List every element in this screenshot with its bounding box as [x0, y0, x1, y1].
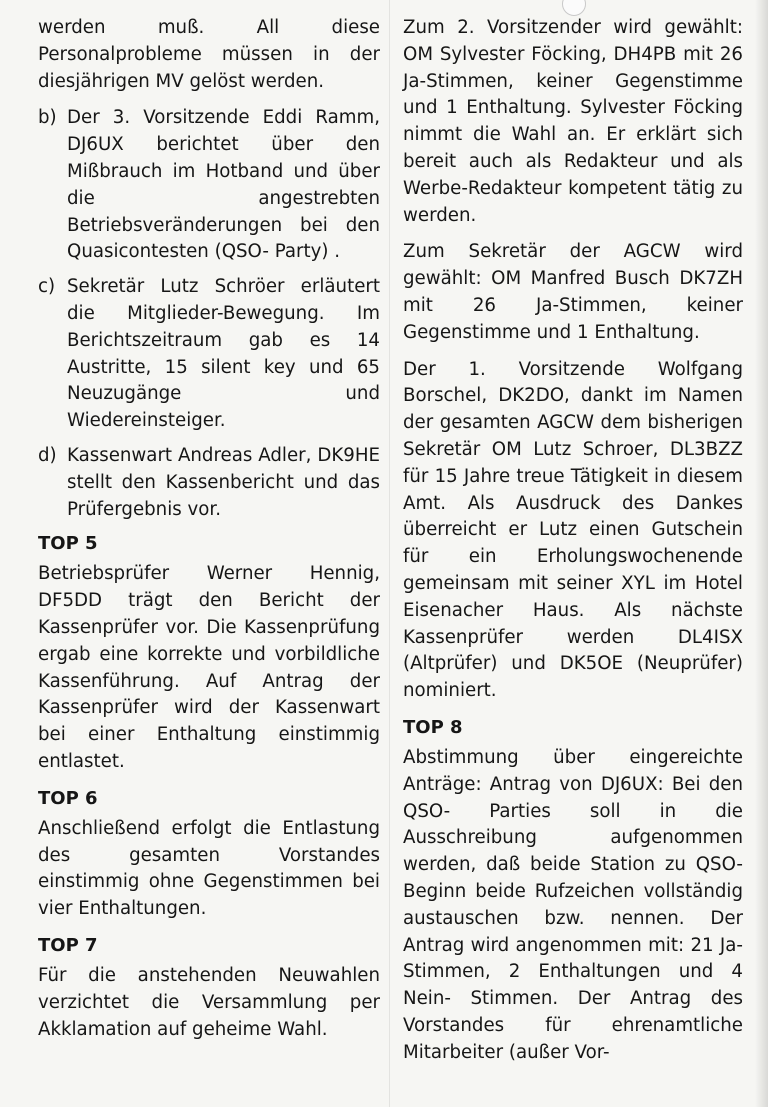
page-edge-shadow	[755, 0, 768, 1107]
list-item-text: Der 3. Vorsitzende Eddi Ramm, DJ6UX berichtet über den Mißbrauch im Hotband und über die angestrebten Betriebsveränderungen bei den Quasicontesten (QSO- Party) .	[67, 107, 380, 263]
list-marker: d)	[38, 444, 57, 466]
punch-hole-mark	[562, 0, 586, 16]
top5-paragraph: Betriebsprüfer Werner Hennig, DF5DD trägt den Bericht der Kassenprüfer vor. Die Kassenprüfung ergab eine korrekte und vorbildliche Kassenführung. Auf Antrag der Kassenprüfer wird der Kassenwart bei einer Enthaltung einstimmig entlastet.	[38, 563, 380, 772]
top6-paragraph: Anschließend erfolgt die Entlastung des gesamten Vorstandes einstimmig ohne Gegenstimmen bei vier Enthaltungen.	[38, 817, 380, 920]
column-divider	[389, 0, 390, 1107]
election-secretary-paragraph: Zum Sekretär der AGCW wird gewählt: OM Manfred Busch DK7ZH mit 26 Ja-Stimmen, keiner Gegenstimme und 1 Enthaltung.	[403, 241, 743, 343]
list-item-c	[38, 274, 380, 435]
list-marker: c)	[38, 276, 56, 298]
list-marker: b)	[38, 107, 57, 129]
top7-heading: TOP 7	[38, 934, 98, 956]
top8-heading: TOP 8	[403, 716, 463, 738]
election-second-chair-paragraph: Zum 2. Vorsitzender wird gewählt: OM Sylvester Föcking, DH4PB mit 26 Ja-Stimmen, keiner Gegenstimme und 1 Enthaltung. Sylvester Föcking nimmt die Wahl an. Er erklärt sich bereit auch als Redakteur und als Werbe-Redakteur kompetent tätig zu werden.	[403, 17, 743, 226]
list-item-b	[38, 105, 380, 266]
list-item-d	[38, 443, 380, 523]
right-column	[403, 15, 743, 1076]
left-column	[38, 15, 380, 1053]
list-item-text: Sekretär Lutz Schröer erläutert die Mitglieder-Bewegung. Im Berichtszeitraum gab es 14 Austritte, 15 silent key und 65 Neuzugänge und Wiedereinsteiger.	[67, 276, 380, 432]
top8-paragraph: Abstimmung über eingereichte Anträge: Antrag von DJ6UX: Bei den QSO- Parties soll in die Ausschreibung aufgenommen werden, daß beide Station zu QSO- Beginn beide Rufzeichen vollständig austauschen bzw. nennen. Der Antrag wird angenommen mit: 21 Ja-Stimmen, 2 Enthaltungen und 4 Nein- Stimmen. Der Antrag des Vorstandes für ehrenamtliche Mitarbeiter (außer Vor-	[403, 746, 743, 1063]
top6-heading: TOP 6	[38, 787, 98, 809]
thanks-paragraph: Der 1. Vorsitzende Wolfgang Borschel, DK2DO, dankt im Namen der gesamten AGCW dem bisherigen Sekretär OM Lutz Schroer, DL3BZZ für 15 Jahre treue Tätigkeit in diesem Amt. Als Ausdruck des Dankes überreicht er Lutz einen Gutschein für ein Erholungswochenende gemeinsam mit seiner XYL im Hotel Eisenacher Haus. Als nächste Kassenprüfer werden DL4ISX (Altprüfer) und DK5OE (Neuprüfer) nominiert.	[403, 358, 743, 702]
agenda-sublist	[38, 105, 380, 523]
list-item-text: Kassenwart Andreas Adler, DK9HE stellt den Kassenbericht und das Prüfergebnis vor.	[67, 444, 380, 520]
intro-paragraph: werden muß. All diese Personalprobleme müssen in der diesjährigen MV gelöst werden.	[38, 17, 380, 92]
top5-heading: TOP 5	[38, 533, 98, 555]
top7-paragraph: Für die anstehenden Neuwahlen verzichtet die Versammlung per Akklamation auf geheime Wahl.	[38, 964, 380, 1040]
